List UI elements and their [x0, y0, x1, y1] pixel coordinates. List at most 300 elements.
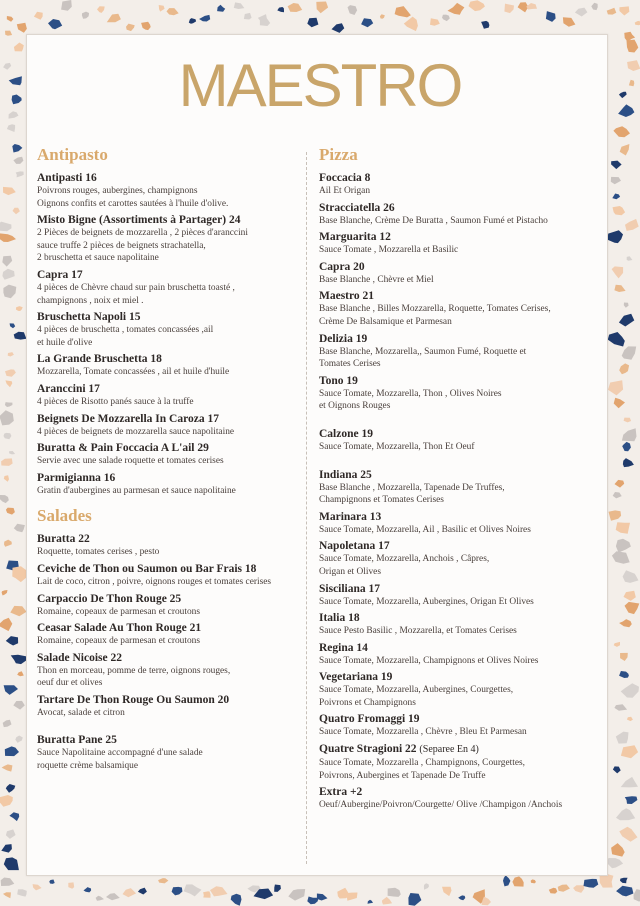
menu-item-description: Tomates Cerises [319, 359, 381, 370]
terrazzo-speckle [217, 5, 225, 12]
terrazzo-speckle [614, 704, 627, 710]
menu-item-description: Sauce Tomate, Mozzarella, Thon Et Oeuf [319, 441, 475, 452]
terrazzo-speckle [231, 894, 242, 906]
menu-item-description: 4 pièces de Risotto panés sauce à la truffe [37, 396, 194, 407]
menu-item-description: Gratin d'aubergines au parmesan et sauce napolitaine [37, 485, 236, 496]
menu-item-description: 2 bruschetta et sauce napolitaine [37, 253, 159, 264]
menu-item-description: Crème De Balsamique et Parmesan [319, 316, 452, 327]
terrazzo-speckle [1, 458, 13, 466]
terrazzo-speckle [15, 736, 22, 743]
menu-item-name: Vegetariana 19 [319, 671, 393, 684]
terrazzo-speckle [591, 3, 597, 10]
terrazzo-speckle [348, 5, 358, 15]
menu-item [319, 427, 597, 454]
menu-item [37, 382, 302, 409]
terrazzo-speckle [5, 746, 19, 756]
terrazzo-speckle [84, 887, 92, 892]
terrazzo-speckle [1, 844, 12, 853]
terrazzo-speckle [277, 7, 284, 12]
terrazzo-speckle [317, 894, 328, 901]
terrazzo-speckle [627, 40, 639, 53]
terrazzo-speckle [442, 15, 450, 22]
terrazzo-speckle [316, 2, 328, 14]
terrazzo-speckle [203, 891, 210, 897]
menu-item-description: oeuf dur et olives [37, 678, 103, 689]
menu-item-description: Ail Et Origan [319, 186, 371, 196]
menu-item-name: Extra +2 [319, 786, 363, 799]
terrazzo-speckle [347, 893, 358, 901]
terrazzo-speckle [573, 885, 584, 893]
terrazzo-speckle [1, 878, 15, 887]
terrazzo-speckle [518, 2, 529, 12]
menu-item-description: Sauce Tomate, Mozzarella, Aubergines, Courgettes, [319, 685, 514, 696]
terrazzo-speckle [612, 266, 624, 278]
terrazzo-speckle [361, 18, 373, 27]
menu-item-name: Bruschetta Napoli 15 [37, 311, 141, 324]
terrazzo-speckle [0, 222, 12, 232]
terrazzo-speckle [34, 12, 43, 20]
menu-item [37, 352, 302, 379]
terrazzo-speckle [97, 6, 105, 13]
menu-item-description: Romaine, copeaux de parmesan et croutons [37, 636, 200, 647]
terrazzo-speckle [4, 857, 19, 870]
terrazzo-speckle [380, 14, 385, 19]
menu-item-description: 4 pièces de Chèvre chaud sur pain bruschetta toasté , [37, 282, 235, 293]
menu-item-name: Marinara 13 [319, 510, 382, 523]
menu-item-description: Sauce Napolitaine accompagné d'une salade [37, 748, 203, 759]
menu-item [319, 230, 597, 257]
terrazzo-speckle [612, 551, 630, 564]
menu-item-name: Parmigianna 16 [37, 471, 116, 484]
menu-item-description: Base Blanche, Crème De Buratta , Saumon Fumé et Pistacho [319, 215, 548, 226]
terrazzo-speckle [531, 879, 536, 883]
terrazzo-speckle [388, 888, 401, 897]
terrazzo-speckle [48, 19, 62, 29]
terrazzo-speckle [288, 3, 303, 12]
menu-item-description: Sauce Tomate, Mozzarella , Champignons, Courgettes, [319, 758, 525, 769]
menu-item-description: Sauce Tomate, Mozzarella, Thon , Olives Noires [319, 388, 502, 399]
terrazzo-speckle [126, 24, 135, 32]
terrazzo-speckle [0, 618, 12, 631]
menu-item-name: Buratta Pane 25 [37, 734, 117, 747]
menu-item-description: et Oignons Rouges [319, 401, 391, 412]
terrazzo-speckle [172, 887, 183, 896]
terrazzo-speckle [549, 888, 558, 894]
menu-item-description: Sauce Tomate, Mozzarella, Aubergines, Origan Et Olives [319, 596, 534, 607]
terrazzo-speckle [619, 619, 632, 627]
terrazzo-speckle [624, 591, 636, 601]
terrazzo-speckle [6, 636, 18, 645]
terrazzo-speckle [6, 784, 16, 793]
terrazzo-speckle [625, 796, 638, 804]
terrazzo-speckle [189, 18, 196, 24]
menu-item-name: La Grande Bruschetta 18 [37, 353, 162, 366]
terrazzo-speckle [5, 369, 16, 376]
menu-item-name: Tono 19 [319, 374, 358, 387]
section-title-antipasto: Antipasto [37, 145, 108, 164]
menu-item-name: Napoletana 17 [319, 540, 390, 553]
menu-item [37, 532, 302, 559]
terrazzo-speckle [619, 6, 629, 15]
terrazzo-speckle [3, 720, 12, 727]
menu-item [319, 712, 597, 739]
menu-item-description: Lait de coco, citron , poivre, oignons rouges et tomates cerises [37, 576, 272, 587]
menu-item [37, 693, 302, 720]
menu-item-description: 4 pièces de beignets de mozzarella sauce napolitaine [37, 426, 235, 437]
terrazzo-speckle [13, 208, 20, 215]
menu-item-description: Servie avec une salade roquette et tomates cerises [37, 456, 224, 467]
menu-item [319, 539, 597, 578]
terrazzo-speckle [611, 843, 625, 857]
terrazzo-speckle [615, 480, 625, 488]
salades-list [37, 532, 302, 772]
right-column [319, 145, 597, 815]
terrazzo-speckle [167, 8, 179, 15]
terrazzo-speckle [96, 896, 104, 901]
terrazzo-speckle [4, 475, 9, 481]
terrazzo-speckle [612, 194, 620, 200]
terrazzo-speckle [575, 8, 588, 17]
terrazzo-speckle [288, 889, 305, 901]
terrazzo-speckle [7, 16, 14, 22]
menu-item [37, 213, 302, 265]
terrazzo-speckle [33, 884, 42, 890]
terrazzo-speckle [13, 701, 24, 710]
terrazzo-speckle [395, 6, 411, 17]
terrazzo-speckle [424, 883, 429, 889]
terrazzo-speckle [623, 570, 639, 583]
menu-item-name: Misto Bigne (Assortiments à Partager) 24 [37, 214, 241, 227]
terrazzo-speckle [184, 884, 202, 896]
menu-item-description: Poivrons rouges, aubergines, champignons [37, 186, 198, 196]
menu-item-name: Regina 14 [319, 641, 368, 654]
terrazzo-speckle [613, 492, 622, 498]
terrazzo-speckle [123, 888, 137, 897]
terrazzo-speckle [616, 522, 630, 534]
terrazzo-speckle [5, 380, 12, 387]
terrazzo-speckle [0, 795, 13, 807]
menu-item-name: Indiana 25 [319, 468, 372, 481]
menu-item-description: Roquette, tomates cerises , pesto [37, 547, 160, 558]
menu-item [319, 510, 597, 537]
menu-item-description: Mozzarella, Tomate concassées , ail et huile d'huile [37, 367, 230, 378]
terrazzo-speckle [106, 893, 120, 900]
menu-item-name: Maestro 21 [319, 290, 375, 303]
menu-item-description: Champignons et Tomates Cerises [319, 495, 444, 506]
terrazzo-speckle [442, 887, 452, 896]
terrazzo-speckle [82, 12, 89, 19]
menu-item-description: Thon en morceau, pomme de terre, oignons rouges, [37, 665, 231, 676]
terrazzo-speckle [14, 524, 25, 532]
terrazzo-speckle [307, 897, 318, 905]
terrazzo-speckle [600, 874, 614, 888]
terrazzo-speckle [611, 177, 621, 184]
menu-item-description: Sauce Tomate , Mozzarella et Basilic [319, 245, 459, 256]
pizza-list [319, 171, 597, 812]
menu-item [37, 310, 302, 349]
terrazzo-speckle [258, 14, 270, 26]
menu-item-description: Sauce Tomate, Mozzarella, Ail , Basilic et Olives Noires [319, 524, 531, 535]
menu-item-name: Quatro Fromaggi 19 [319, 713, 420, 726]
terrazzo-speckle [635, 21, 640, 25]
menu-item [319, 260, 597, 287]
menu-item [37, 592, 302, 619]
terrazzo-speckle [12, 144, 22, 153]
restaurant-logo: MAESTRO [178, 52, 462, 119]
menu-item-name: Salade Nicoise 22 [37, 651, 122, 664]
terrazzo-speckle [3, 187, 16, 195]
terrazzo-speckle [448, 3, 465, 15]
terrazzo-speckle [0, 495, 9, 503]
terrazzo-speckle [627, 717, 633, 721]
terrazzo-speckle [16, 306, 23, 311]
terrazzo-speckle [613, 126, 630, 137]
terrazzo-speckle [614, 398, 625, 409]
terrazzo-speckle [624, 303, 629, 308]
menu-item-name: Marguarita 12 [319, 231, 391, 244]
terrazzo-speckle [622, 428, 637, 441]
terrazzo-speckle [138, 888, 147, 895]
terrazzo-speckle [558, 885, 570, 892]
terrazzo-speckle [107, 14, 121, 23]
menu-item-name: Antipasti 16 [37, 172, 97, 184]
terrazzo-speckle [616, 732, 629, 744]
terrazzo-speckle [620, 878, 628, 884]
menu-item-description: 2 Pièces de beignets de mozzarella , 2 pièces d'aranccini [37, 228, 248, 239]
menu-item-note: (Separee En 4) [419, 744, 479, 756]
terrazzo-speckle [17, 23, 27, 33]
menu-item [37, 412, 302, 439]
terrazzo-speckle [613, 206, 626, 215]
terrazzo-speckle [5, 31, 12, 36]
menu-item-name: Buratta & Pain Foccacia A L'ail 29 [37, 442, 209, 455]
menu-item-name: Stracciatella 26 [319, 201, 395, 214]
antipasto-list [37, 171, 302, 497]
terrazzo-speckle [609, 510, 622, 520]
terrazzo-speckle [619, 363, 629, 374]
terrazzo-speckle [504, 4, 514, 14]
menu-item [319, 670, 597, 709]
menu-item [319, 468, 597, 507]
menu-item-description: 4 pièces de bruschetta , tomates concassées ,ail [37, 325, 214, 336]
terrazzo-speckle [13, 157, 23, 164]
menu-item-description: sauce truffe 2 pièces de beignets strachatella, [37, 240, 206, 251]
terrazzo-speckle [14, 332, 27, 340]
menu-item [37, 562, 302, 589]
menu-item [37, 441, 302, 468]
terrazzo-speckle [9, 812, 19, 821]
menu-item [319, 785, 597, 812]
terrazzo-speckle [634, 889, 640, 902]
menu-item-description: Base Blanche , Mozzarella, Tapenade De Truffes, [319, 482, 505, 493]
terrazzo-speckle [9, 451, 15, 454]
menu-item-name: Delizia 19 [319, 332, 368, 345]
terrazzo-speckle [4, 540, 12, 547]
menu-item [37, 733, 302, 772]
menu-item-description: roquette crème balsamique [37, 761, 138, 772]
terrazzo-speckle [382, 897, 392, 905]
terrazzo-speckle [332, 23, 345, 33]
terrazzo-speckle [481, 21, 489, 29]
terrazzo-speckle [627, 256, 633, 261]
terrazzo-speckle [614, 642, 620, 647]
terrazzo-speckle [4, 433, 12, 439]
terrazzo-speckle [210, 886, 228, 896]
terrazzo-speckle [616, 808, 635, 820]
terrazzo-speckle [526, 3, 537, 10]
terrazzo-speckle [621, 683, 639, 698]
menu-item-description: Oignons confits et carottes sautées à l'huile d'olive. [37, 198, 229, 209]
terrazzo-speckle [620, 144, 630, 156]
menu-item-description: Avocat, salade et citron [37, 707, 125, 718]
section-title-pizza: Pizza [319, 145, 358, 164]
terrazzo-speckle [625, 219, 639, 231]
menu-item-description: Base Blanche , Billes Mozzarella, Roquette, Tomates Cerises, [319, 304, 551, 315]
menu-item-description: Origan et Olives [319, 566, 381, 577]
terrazzo-speckle [624, 418, 632, 423]
terrazzo-speckle [49, 880, 54, 884]
terrazzo-speckle [625, 602, 640, 614]
terrazzo-speckle [368, 900, 374, 904]
terrazzo-speckle [619, 671, 629, 678]
menu-item-name: Tartare De Thon Rouge Ou Saumon 20 [37, 693, 230, 706]
menu-item-name: Sisciliana 17 [319, 582, 381, 595]
terrazzo-speckle [430, 18, 440, 26]
menu-item [319, 611, 597, 638]
terrazzo-speckle [584, 879, 599, 888]
terrazzo-speckle [8, 352, 14, 356]
menu-item [319, 201, 597, 228]
terrazzo-speckle [3, 892, 11, 898]
menu-item-description: Sauce Pesto Basilic , Mozzarella, et Tomates Cerises [319, 626, 517, 637]
menu-item-description: et huile d'olive [37, 337, 93, 348]
terrazzo-speckle [458, 895, 465, 900]
menu-item-description: Poivrons, Aubergines et Tapenade De Truffe [319, 770, 486, 781]
terrazzo-speckle [5, 402, 12, 407]
section-title-salades: Salades [37, 506, 92, 526]
terrazzo-speckle [2, 590, 8, 596]
menu-item-name: Foccacia 8 [319, 172, 371, 184]
terrazzo-speckle [307, 18, 318, 28]
terrazzo-speckle [10, 323, 16, 328]
menu-item [37, 171, 302, 210]
menu-item-name: Italia 18 [319, 612, 360, 625]
terrazzo-speckle [159, 5, 165, 12]
terrazzo-speckle [2, 256, 12, 267]
menu-item [319, 742, 597, 782]
terrazzo-speckle [563, 17, 576, 26]
menu-item-name: Buratta 22 [37, 533, 90, 546]
terrazzo-speckle [469, 0, 485, 11]
menu-item-name: Calzone 19 [319, 427, 373, 440]
terrazzo-speckle [512, 876, 523, 886]
menu-item-description: Poivrons et Champignons [319, 697, 416, 708]
terrazzo-speckle [244, 13, 252, 20]
column-divider [306, 152, 307, 864]
terrazzo-speckle [2, 269, 14, 280]
terrazzo-speckle [17, 671, 24, 676]
terrazzo-speckle [274, 885, 281, 892]
terrazzo-speckle [0, 410, 14, 425]
menu-item-name: Capra 17 [37, 268, 83, 281]
menu-item-description: Oeuf/Aubergine/Poivron/Courgette/ Olive /Champigon /Anchois [319, 800, 563, 811]
terrazzo-speckle [6, 829, 16, 839]
menu-item-description: Romaine, copeaux de parmesan et croutons [37, 606, 200, 617]
menu-item-description: Base Blanche , Chèvre et Miel [319, 274, 434, 285]
terrazzo-speckle [14, 43, 24, 52]
menu-item [37, 651, 302, 690]
terrazzo-speckle [621, 777, 638, 788]
terrazzo-speckle [17, 889, 27, 896]
menu-item-name: Beignets De Mozzarella In Caroza 17 [37, 412, 219, 425]
terrazzo-speckle [616, 886, 633, 897]
menu-item [319, 641, 597, 668]
menu-item [319, 374, 597, 413]
menu-item-name: Carpaccio De Thon Rouge 25 [37, 592, 182, 605]
menu-item-name: Capra 20 [319, 260, 365, 273]
menu-item [37, 621, 302, 648]
menu-item-description: Base Blanche, Mozzarella,, Saumon Fumé, Roquette et [319, 346, 527, 357]
terrazzo-speckle [503, 875, 510, 886]
menu-item [319, 289, 597, 328]
terrazzo-speckle [199, 15, 210, 22]
terrazzo-speckle [546, 11, 556, 22]
terrazzo-speckle [61, 0, 72, 11]
terrazzo-speckle [607, 8, 617, 15]
terrazzo-speckle [3, 285, 16, 299]
terrazzo-speckle [10, 606, 26, 616]
terrazzo-speckle [607, 858, 623, 868]
menu-item [319, 582, 597, 609]
terrazzo-speckle [68, 882, 74, 888]
menu-item [37, 268, 302, 307]
menu-item [319, 171, 597, 198]
menu-item-name: Ceasar Salade Au Thon Rouge 21 [37, 622, 202, 635]
terrazzo-speckle [621, 745, 638, 758]
terrazzo-speckle [619, 827, 637, 842]
menu-item-name: Aranccini 17 [37, 382, 100, 395]
terrazzo-speckle [620, 653, 628, 661]
terrazzo-speckle [404, 17, 418, 32]
terrazzo-speckle [2, 764, 13, 771]
terrazzo-speckle [608, 332, 625, 347]
terrazzo-speckle [619, 314, 634, 327]
terrazzo-speckle [623, 458, 634, 467]
terrazzo-speckle [616, 539, 631, 553]
menu-item-name: Ceviche de Thon ou Saumon ou Bar Frais 18 [37, 562, 257, 575]
terrazzo-speckle [0, 233, 16, 242]
terrazzo-speckle [408, 893, 421, 906]
terrazzo-speckle [16, 171, 24, 177]
terrazzo-speckle [608, 230, 623, 243]
terrazzo-speckle [622, 442, 631, 451]
menu-item-name: Quatre Stragioni 22 (Separee En 4) [319, 743, 479, 756]
terrazzo-speckle [608, 380, 623, 395]
terrazzo-speckle [6, 508, 15, 515]
terrazzo-speckle [7, 124, 15, 132]
menu-item [319, 332, 597, 371]
menu-item-description: Sauce Tomate, Mozzarella, Champignons et Olives Noires [319, 655, 539, 666]
terrazzo-speckle [4, 685, 18, 695]
menu-item-description: Sauce Tomate, Mozzarella, Anchois , Câpres, [319, 554, 490, 565]
menu-item-description: champignons , noix et miel . [37, 295, 144, 306]
terrazzo-speckle [234, 2, 245, 9]
terrazzo-speckle [158, 878, 168, 883]
terrazzo-speckle [614, 285, 625, 292]
terrazzo-speckle [141, 22, 151, 30]
terrazzo-speckle [611, 161, 622, 170]
menu-item-description: Sauce Tomate, Mozzarella , Chèvre , Bleu Et Parmesan [319, 727, 527, 738]
